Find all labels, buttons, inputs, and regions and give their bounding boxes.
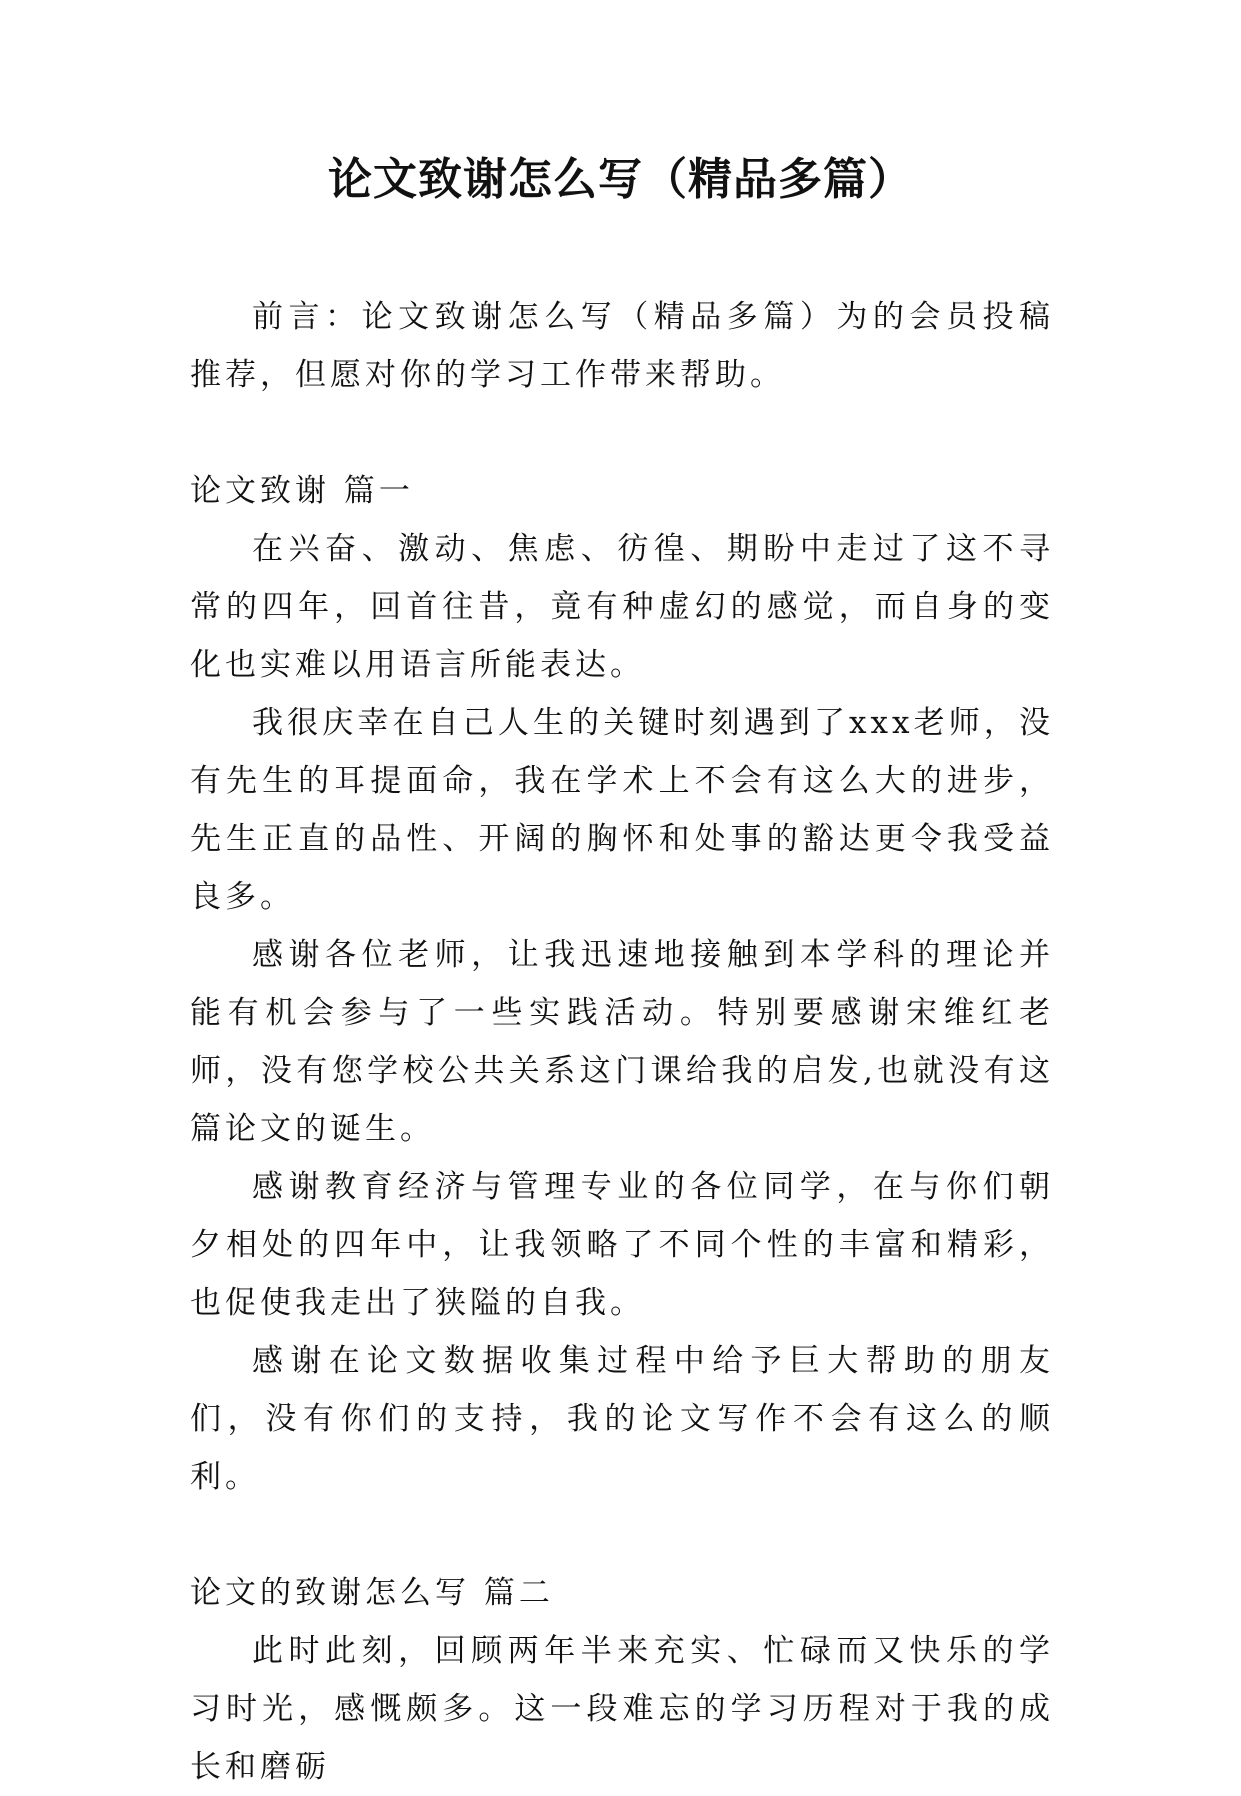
preface-paragraph: 前言：论文致谢怎么写（精品多篇）为的会员投稿推荐，但愿对你的学习工作带来帮助。 xyxy=(190,299,1054,393)
body-paragraph: 感谢在论文数据收集过程中给予巨大帮助的朋友们，没有你们的支持，我的论文写作不会有这么的顺利。 xyxy=(190,1343,1054,1495)
body-paragraph: 在兴奋、激动、焦虑、彷徨、期盼中走过了这不寻常的四年，回首往昔，竟有种虚幻的感觉，而自身的变化也实难以用语言所能表达。 xyxy=(190,531,1054,683)
section-heading: 论文的致谢怎么写 篇二 xyxy=(190,1575,554,1611)
body-paragraph: 我很庆幸在自己人生的关键时刻遇到了xxx老师，没有先生的耳提面命，我在学术上不会有这么大的进步，先生正直的品性、开阔的胸怀和处事的豁达更令我受益良多。 xyxy=(190,705,1054,915)
document-body xyxy=(190,288,1054,1796)
section-heading: 论文致谢 篇一 xyxy=(190,473,414,509)
body-paragraph: 感谢教育经济与管理专业的各位同学，在与你们朝夕相处的四年中，让我领略了不同个性的丰富和精彩，也促使我走出了狭隘的自我。 xyxy=(190,1169,1054,1321)
body-paragraph: 感谢各位老师，让我迅速地接触到本学科的理论并能有机会参与了一些实践活动。特别要感谢宋维红老师，没有您学校公共关系这门课给我的启发,也就没有这篇论文的诞生。 xyxy=(190,937,1054,1147)
document-title: 论文致谢怎么写（精品多篇） xyxy=(328,154,913,205)
body-paragraph: 此时此刻，回顾两年半来充实、忙碌而又快乐的学习时光，感慨颇多。这一段难忘的学习历程对于我的成长和磨砺 xyxy=(190,1633,1054,1785)
